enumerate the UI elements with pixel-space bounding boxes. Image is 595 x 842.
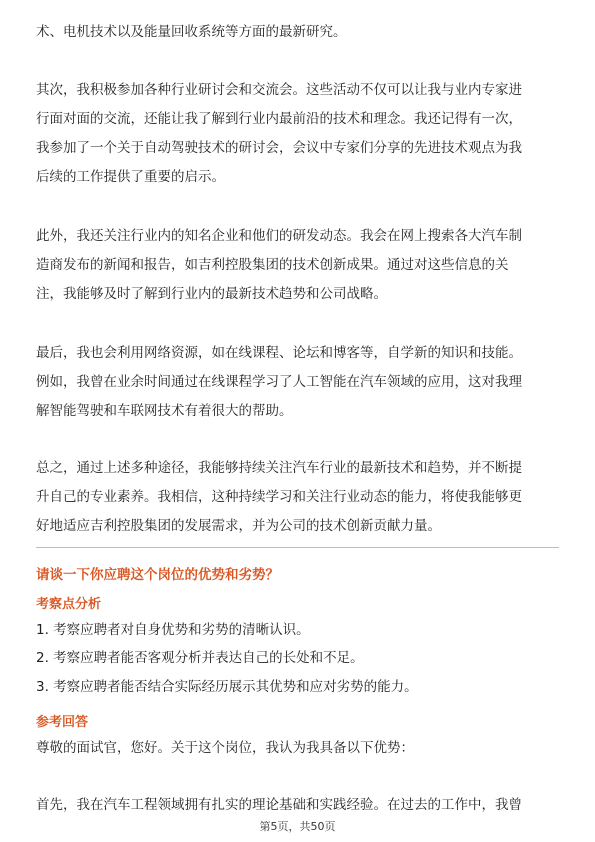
text-line: 行面对面的交流，还能让我了解到行业内最前沿的技术和理念。我还记得有一次， bbox=[36, 111, 522, 127]
text-line: 注，我能够及时了解到行业内的最新技术趋势和公司战略。 bbox=[36, 286, 387, 302]
analysis-item: 2. 考察应聘者能否客观分析并表达自己的长处和不足。 bbox=[36, 650, 364, 666]
answer-first-point: 首先，我在汽车工程领域拥有扎实的理论基础和实践经验。在过去的工作中，我曾 bbox=[36, 797, 522, 813]
interview-question: 请谈一下你应聘这个岗位的优势和劣势？ bbox=[36, 567, 279, 583]
text-line: 例如，我曾在业余时间通过在线课程学习了人工智能在汽车领域的应用，这对我理 bbox=[36, 374, 522, 390]
analysis-item: 3. 考察应聘者能否结合实际经历展示其优势和应对劣势的能力。 bbox=[36, 679, 418, 695]
paragraph-seminars bbox=[36, 76, 560, 192]
text-line: 升自己的专业素养。我相信，这种持续学习和关注行业动态的能力，将使我能够更 bbox=[36, 489, 522, 505]
text-line: 后续的工作提供了重要的启示。 bbox=[36, 169, 225, 185]
text-line: 好地适应吉利控股集团的发展需求，并为公司的技术创新贡献力量。 bbox=[36, 518, 441, 534]
answer-greeting: 尊敬的面试官，您好。关于这个岗位，我认为我具备以下优势： bbox=[36, 740, 414, 756]
analysis-label: 考察点分析 bbox=[36, 597, 102, 612]
paragraph-continuation bbox=[36, 18, 560, 47]
text-line: 此外，我还关注行业内的知名企业和他们的研发动态。我会在网上搜索各大汽车制 bbox=[36, 228, 522, 244]
text-line: 术、电机技术以及能量回收系统等方面的最新研究。 bbox=[36, 24, 347, 40]
text-line: 解智能驾驶和车联网技术有着很大的帮助。 bbox=[36, 403, 293, 419]
paragraph-industry-news bbox=[36, 222, 560, 309]
analysis-item: 1. 考察应聘者对自身优势和劣势的清晰认识。 bbox=[36, 622, 310, 638]
page-number: 第5页，共50页 bbox=[259, 820, 336, 833]
answer-label: 参考回答 bbox=[36, 715, 89, 730]
paragraph-online-learning bbox=[36, 339, 560, 426]
text-line: 总之，通过上述多种途径，我能够持续关注汽车行业的最新技术和趋势，并不断提 bbox=[36, 460, 522, 476]
paragraph-conclusion bbox=[36, 454, 560, 541]
text-line: 最后，我也会利用网络资源，如在线课程、论坛和博客等，自学新的知识和技能。 bbox=[36, 345, 522, 361]
text-line: 我参加了一个关于自动驾驶技术的研讨会，会议中专家们分享的先进技术观点为我 bbox=[36, 140, 522, 156]
text-line: 造商发布的新闻和报告，如吉利控股集团的技术创新成果。通过对这些信息的关 bbox=[36, 257, 509, 273]
section-divider bbox=[36, 547, 559, 548]
text-line: 其次，我积极参加各种行业研讨会和交流会。这些活动不仅可以让我与业内专家进 bbox=[36, 82, 522, 98]
